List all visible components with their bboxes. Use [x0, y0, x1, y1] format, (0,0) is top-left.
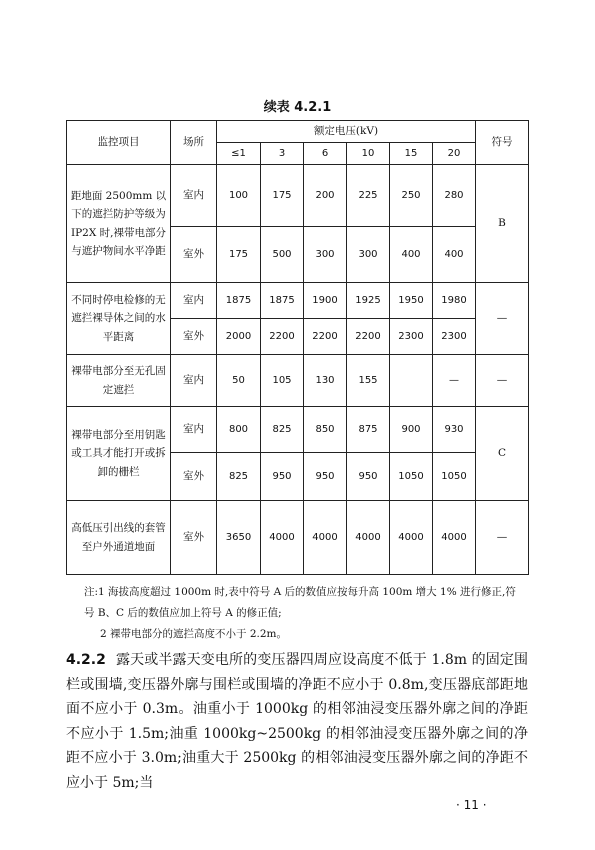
table-cell: 155: [347, 355, 390, 407]
clause-text: 露天或半露天变电所的变压器四周应设高度不低于 1.8m 的固定围栏或围墙,变压器外廓与围栏或围墙的净距不应小于 0.8m,变压器底部距地面不应小于 0.3m。油重小于 1000kg 的相邻油浸变压器外廓之间的净距不应小于 1.5m;油重 1000kg~2500kg 的相邻油浸变压器外廓之间的净距不应小于 3.0m;油重大于 2500kg 的相邻油浸变压器外廓之间的净距不应小于 5m;当: [66, 652, 528, 791]
table-cell: 2200: [347, 319, 390, 355]
table-cell: [390, 355, 433, 407]
table-cell: 1875: [217, 283, 261, 319]
table-cell: 250: [390, 165, 433, 227]
voltage-header: 6: [304, 143, 347, 165]
table-cell: 2300: [390, 319, 433, 355]
row-location: 室内: [171, 355, 217, 407]
header-symbol: 符号: [476, 121, 529, 165]
row-location: 室外: [171, 501, 217, 575]
table-cell: 2200: [261, 319, 304, 355]
header-voltage-group: 额定电压(kV): [217, 121, 476, 143]
table-cell: 4000: [347, 501, 390, 575]
clause-number: 4.2.2: [66, 652, 106, 668]
table-cell: 2200: [304, 319, 347, 355]
table-caption: 续表 4.2.1: [263, 100, 332, 115]
table-cell: —: [433, 355, 476, 407]
table-cell: 4000: [390, 501, 433, 575]
row-symbol: B: [476, 165, 529, 283]
table-cell: 3650: [217, 501, 261, 575]
row-item: 裸带电部分至无孔固定遮拦: [67, 355, 171, 407]
table-row: [67, 501, 529, 575]
page-number: · 11 ·: [456, 798, 487, 812]
table-cell: 175: [261, 165, 304, 227]
table-cell: 850: [304, 407, 347, 453]
table-cell: 2300: [433, 319, 476, 355]
table-cell: 130: [304, 355, 347, 407]
voltage-header: 15: [390, 143, 433, 165]
row-item: 不同时停电检修的无遮拦裸导体之间的水平距离: [67, 283, 171, 355]
table-cell: 100: [217, 165, 261, 227]
table-cell: 280: [433, 165, 476, 227]
header-item: 监控项目: [67, 121, 171, 165]
note-2: 2 裸带电部分的遮拦高度不小于 2.2m。: [100, 628, 288, 640]
row-symbol: C: [476, 407, 529, 501]
row-location: 室内: [171, 407, 217, 453]
voltage-header: 3: [261, 143, 304, 165]
table-cell: 105: [261, 355, 304, 407]
row-symbol: —: [476, 501, 529, 575]
table-row: [67, 355, 529, 407]
table-cell: 2000: [217, 319, 261, 355]
table-cell: 300: [304, 227, 347, 283]
table-cell: 1875: [261, 283, 304, 319]
table-cell: 1925: [347, 283, 390, 319]
table-row: [67, 165, 529, 227]
table-cell: 1050: [390, 453, 433, 501]
row-location: 室外: [171, 453, 217, 501]
table-cell: 225: [347, 165, 390, 227]
clearance-table: [66, 120, 529, 575]
row-location: 室内: [171, 283, 217, 319]
clause-paragraph: [66, 648, 528, 795]
table-cell: 825: [217, 453, 261, 501]
table-cell: 950: [304, 453, 347, 501]
table-cell: 50: [217, 355, 261, 407]
table-cell: 825: [261, 407, 304, 453]
table-cell: 400: [390, 227, 433, 283]
table-cell: 300: [347, 227, 390, 283]
row-item: 距地面 2500mm 以下的遮拦防护等级为 IP2X 时,裸带电部分与遮护物间水平净距: [67, 165, 171, 283]
row-location: 室外: [171, 227, 217, 283]
header-location: 场所: [171, 121, 217, 165]
header-row: [67, 121, 529, 143]
table-row: [67, 407, 529, 453]
voltage-header: ≤1: [217, 143, 261, 165]
voltage-header: 10: [347, 143, 390, 165]
table-cell: 1900: [304, 283, 347, 319]
row-symbol: —: [476, 283, 529, 355]
table-cell: 4000: [304, 501, 347, 575]
row-item: 高低压引出线的套管至户外通道地面: [67, 501, 171, 575]
table-notes: [84, 582, 524, 645]
table-cell: 500: [261, 227, 304, 283]
row-item: 裸带电部分至用钥匙或工具才能打开或拆卸的栅栏: [67, 407, 171, 501]
table-cell: 930: [433, 407, 476, 453]
row-symbol: —: [476, 355, 529, 407]
table-cell: 875: [347, 407, 390, 453]
note-1: 注:1 海拔高度超过 1000m 时,表中符号 A 后的数值应按每升高 100m 增大 1% 进行修正,符号 B、C 后的数值应加上符号 A 的修正值;: [84, 586, 516, 619]
table-cell: 950: [261, 453, 304, 501]
table-cell: 800: [217, 407, 261, 453]
table-cell: 950: [347, 453, 390, 501]
table-cell: 175: [217, 227, 261, 283]
table-row: [67, 283, 529, 319]
table-cell: 1050: [433, 453, 476, 501]
table-cell: 400: [433, 227, 476, 283]
table-cell: 1950: [390, 283, 433, 319]
voltage-header: 20: [433, 143, 476, 165]
table-cell: 200: [304, 165, 347, 227]
row-location: 室外: [171, 319, 217, 355]
table-cell: 4000: [433, 501, 476, 575]
table-cell: 900: [390, 407, 433, 453]
table-cell: 4000: [261, 501, 304, 575]
table-cell: 1980: [433, 283, 476, 319]
row-location: 室内: [171, 165, 217, 227]
